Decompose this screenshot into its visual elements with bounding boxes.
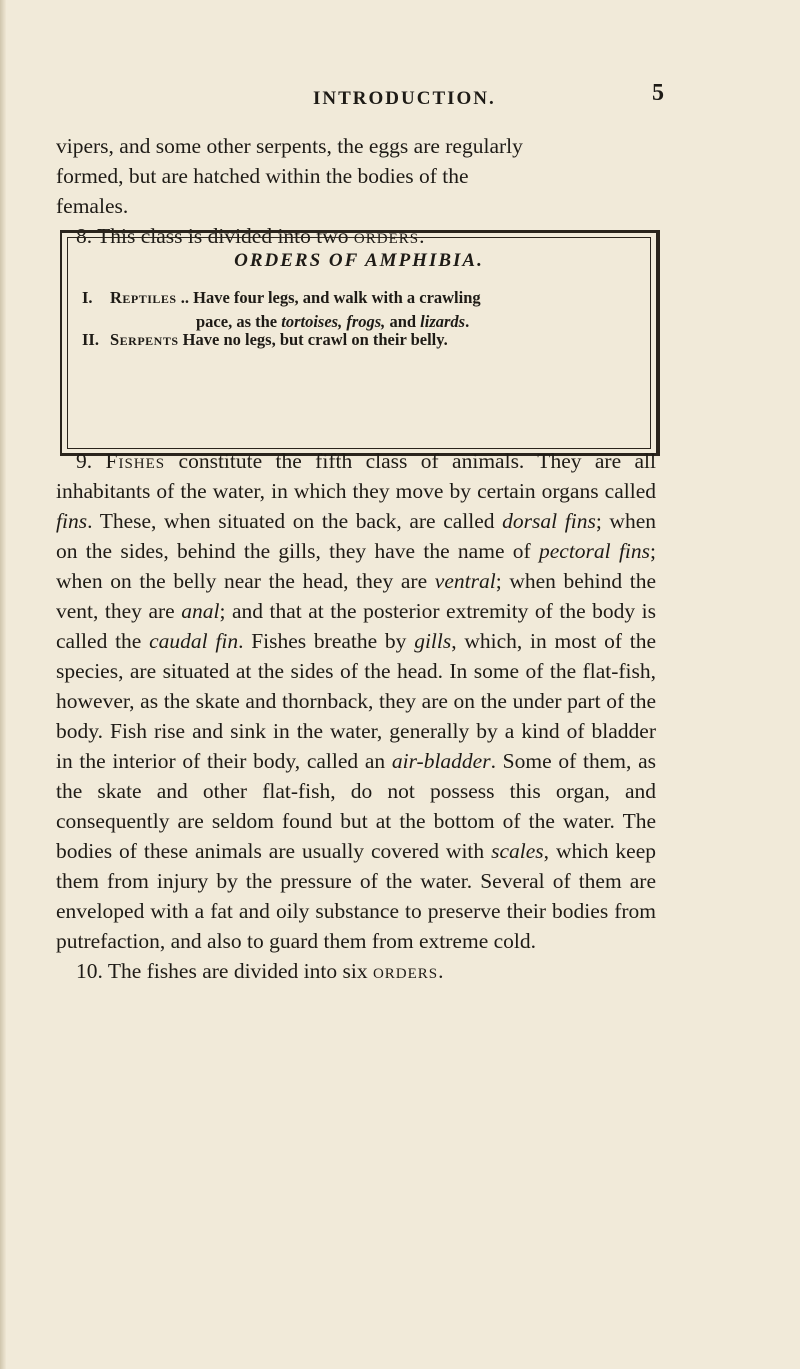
order-row-reptiles: I. Reptiles .. Have four legs, and walk with a crawling pace, as the tortoises, frogs, and lizards. [82,286,642,334]
text-line: vipers, and some other serpents, the eggs are regularly [56,134,523,158]
section-10: 10. The fishes are divided into six orders. [76,959,444,983]
section-9: 9. Fishes constitute the fifth class of animals. They are all inhabitants of the water, in which they move by certain organs called fins. These, when situated on the back, are called dorsal fins; when on the sides, behind the gills, they have the name of pectoral fins; when on the belly near the head, they are ventral; when behind the vent, they are anal; and that at the posterior extremity of the body is called the caudal fin. Fishes breathe by gills, which, in most of the species, are situated at the sides of the head. In some of the flat-fish, however, as the skate and thornback, they are on the under part of the body. Fish rise and sink in the water, generally by a kind of bladder in the interior of their body, called an air-bladder. Some of them, as the skate and other flat-fish, do not possess this organ, and consequently are seldom found but at the bottom of the water. The bodies of these animals are usually covered with scales, which keep them from injury by the pressure of the water. Several of them are enveloped with a fat and oily substance to preserve their bodies from putrefaction, and also to guard them from extreme cold. [56,449,657,953]
page-edge [0,0,6,1369]
table-title: ORDERS OF AMPHIBIA. [234,250,484,271]
order-number: II. [82,330,99,349]
order-description: Have four legs, and walk with a crawling [193,288,481,307]
text-line: formed, but are hatched within the bodies of the [56,164,469,188]
orders-table-inner [67,237,651,449]
running-head: INTRODUCTION. [313,88,496,109]
page-header [0,80,800,118]
order-description-cont: pace, as the tortoises, frogs, and lizards. [196,312,470,331]
order-name: Reptiles [110,288,177,307]
text-line: females. [56,194,129,218]
order-number: I. [82,288,93,307]
fishes-paragraph [56,446,656,986]
page-number: 5 [652,80,664,106]
order-row-serpents [82,328,642,352]
order-name: Serpents [110,330,179,349]
section-8: 8. This class is divided into two orders. [76,224,425,248]
orders-table [60,230,660,456]
order-description: Have no legs, but crawl on their belly. [182,330,448,349]
